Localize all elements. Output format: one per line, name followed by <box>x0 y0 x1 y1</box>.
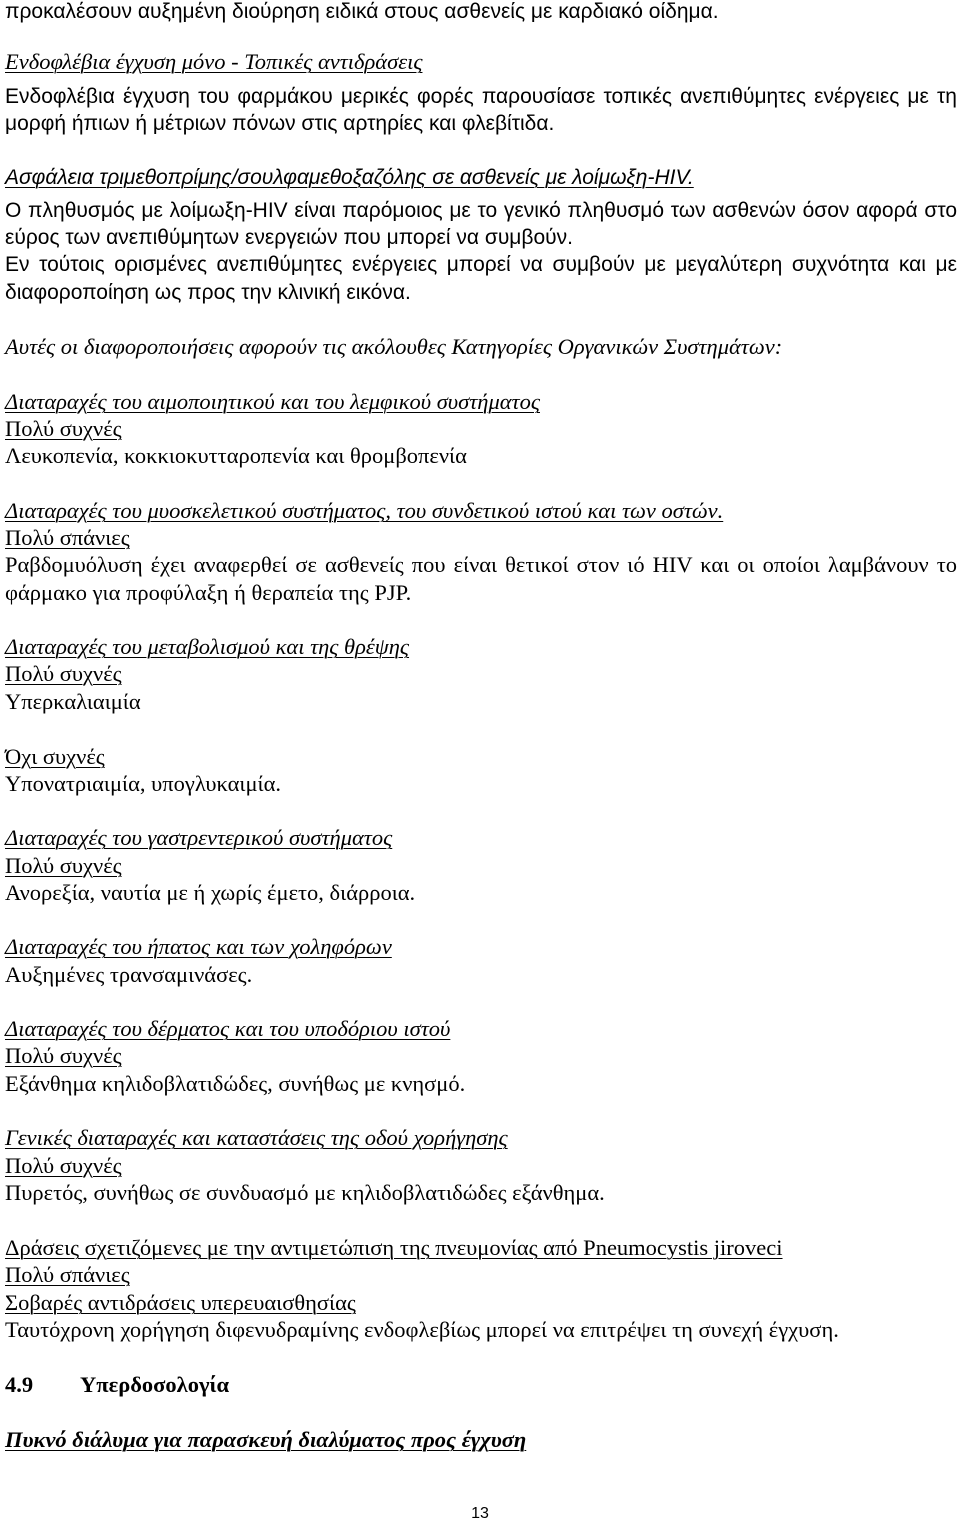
adverse-reaction-text: Λευκοπενία, κοκκιοκυτταροπενία και θρομβοπενία <box>5 443 467 468</box>
paragraph-line: Ενδοφλέβια έγχυση του φαρμάκου μερικές φορές παρουσίασε τοπικές ανεπιθύμητες ενέργειες με τη <box>5 85 957 108</box>
frequency-label: Πολύ συχνές <box>5 1153 122 1178</box>
frequency-label: Πολύ συχνές <box>5 416 122 441</box>
organ-class-heading: Δράσεις σχετιζόμενες με την αντιμετώπιση της πνευμονίας από Pneumocystis jiroveci <box>5 1235 783 1260</box>
adverse-reaction-text: Αυξημένες τρανσαμινάσες. <box>5 962 253 987</box>
section-heading-hiv-safety: Ασφάλεια τριμεθοπρίμης/σουλφαμεθοξαζόλης σε ασθενείς με λοίμωξη-HIV. <box>5 166 694 189</box>
frequency-label: Πολύ συχνές <box>5 661 122 686</box>
adverse-reaction-text: Ραβδομυόλυση έχει αναφερθεί σε ασθενείς που είναι θετικοί στον ιό HIV και οι οποίοι λαμβάνουν το <box>5 552 957 577</box>
organ-class-heading: Γενικές διαταραχές και καταστάσεις της οδού χορήγησης <box>5 1125 508 1150</box>
organ-class-heading: Διαταραχές του γαστρεντερικού συστήματος <box>5 825 393 850</box>
page-number: 13 <box>471 1505 489 1522</box>
adverse-reaction-text: Πυρετός, συνήθως σε συνδυασμό με κηλιδοβλατιδώδες εξάνθημα. <box>5 1180 605 1205</box>
frequency-label: Πολύ συχνές <box>5 1043 122 1068</box>
frequency-label: Πολύ σπάνιες <box>5 525 130 550</box>
adverse-reaction-text: Εξάνθημα κηλιδοβλατιδώδες, συνήθως με κνησμό. <box>5 1071 466 1096</box>
paragraph-line: Εν τούτοις ορισμένες ανεπιθύμητες ενέργειες μπορεί να συμβούν με μεγαλύτερη συχνότητα και με <box>5 253 957 276</box>
organ-class-heading: Διαταραχές του δέρματος και του υποδόριου ιστού <box>5 1016 451 1041</box>
adverse-reaction-text: Υπερκαλιαιμία <box>5 689 141 714</box>
organ-class-heading: Διαταραχές του μυοσκελετικού συστήματος, του συνδετικού ιστού και των οστών. <box>5 498 724 523</box>
adverse-reaction-text: Ταυτόχρονη χορήγηση διφενυδραμίνης ενδοφλεβίως μπορεί να επιτρέψει τη συνεχή έγχυση. <box>5 1317 839 1342</box>
paragraph-line: μορφή ήπιων ή μέτριων πόνων στις αρτηρίες και φλεβίτιδα. <box>5 112 555 135</box>
adverse-reaction-text: Ανορεξία, ναυτία με ή χωρίς έμετο, διάρροια. <box>5 880 416 905</box>
adverse-reaction-text: Υπονατριαιμία, υπογλυκαιμία. <box>5 771 281 796</box>
subsection-heading: Πυκνό διάλυμα για παρασκευή διαλύματος προς έγχυση <box>5 1427 527 1452</box>
paragraph-line: Ο πληθυσμός με λοίμωξη-HIV είναι παρόμοιος με το γενικό πληθυσμό των ασθενών όσον αφορά στο <box>5 199 957 222</box>
frequency-label: Πολύ σπάνιες <box>5 1262 130 1287</box>
continuation-text: προκαλέσουν αυξημένη διούρηση ειδικά στους ασθενείς με καρδιακό οίδημα. <box>5 0 719 23</box>
section-title: Υπερδοσολογία <box>80 1372 230 1397</box>
organ-classes-intro: Αυτές οι διαφοροποιήσεις αφορούν τις ακόλουθες Κατηγορίες Οργανικών Συστημάτων: <box>5 334 783 359</box>
paragraph-line: διαφοροποίηση ως προς την κλινική εικόνα. <box>5 281 411 304</box>
organ-class-heading: Διαταραχές του ήπατος και των χοληφόρων <box>5 934 392 959</box>
paragraph-line: εύρος των ανεπιθύμητων ενεργειών που μπορεί να συμβούν. <box>5 226 573 249</box>
section-number: 4.9 <box>5 1372 34 1397</box>
organ-class-heading: Διαταραχές του αιμοποιητικού και του λεμφικού συστήματος <box>5 389 540 414</box>
organ-class-heading: Διαταραχές του μεταβολισμού και της θρέψης <box>5 634 410 659</box>
frequency-label: Όχι συχνές <box>5 744 105 769</box>
adverse-reaction-text: φάρμακο για προφύλαξη ή θεραπεία της PJP. <box>5 580 412 605</box>
reaction-subheading: Σοβαρές αντιδράσεις υπερευαισθησίας <box>5 1290 356 1315</box>
section-heading-iv-infusion: Ενδοφλέβια έγχυση μόνο - Τοπικές αντιδράσεις <box>5 49 423 74</box>
frequency-label: Πολύ συχνές <box>5 853 122 878</box>
